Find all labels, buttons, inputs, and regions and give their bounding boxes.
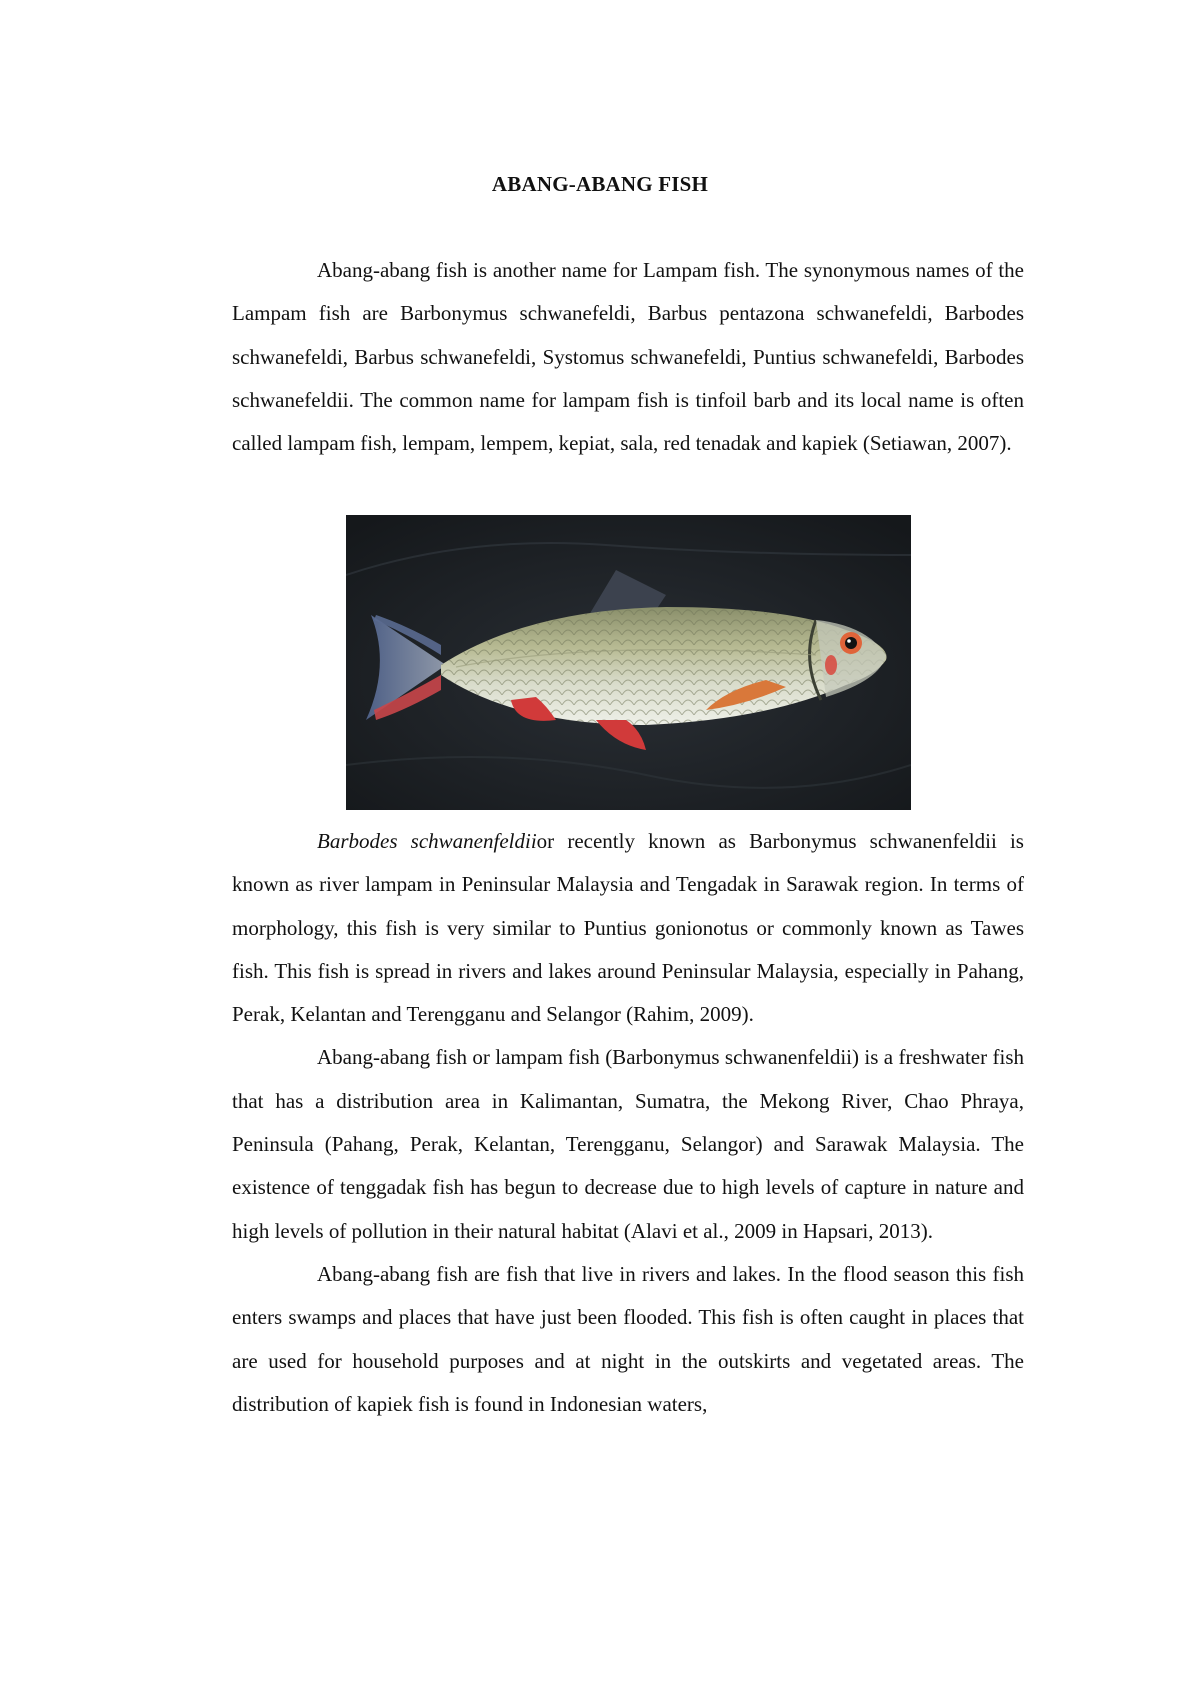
paragraph-2 (232, 820, 1024, 1036)
fish-photo (346, 515, 911, 810)
paragraph-4: Abang-abang fish are fish that live in rivers and lakes. In the flood season this fish enters swamps and places that have just been flooded. This fish is often caught in places that are used for household purposes and at night in the outskirts and vegetated areas. The distribution of kapiek fish is found in Indonesian waters, (232, 1261, 1024, 1416)
scientific-name: Barbodes schwanenfeldii (317, 829, 537, 853)
paragraph-2-text: or recently known as Barbonymus schwanenfeldii is known as river lampam in Peninsular Malaysia and Tengadak in Sarawak region. In terms of morphology, this fish is very similar to Puntius gonionotus or commonly known as Tawes fish. This fish is spread in rivers and lakes around Peninsular Malaysia, especially in Pahang, Perak, Kelantan and Terengganu and Selangor (Rahim, 2009). (232, 829, 1024, 1027)
page-title: ABANG-ABANG FISH (491, 172, 709, 196)
text-block-body (232, 820, 1024, 1426)
text-block-intro (232, 249, 1024, 465)
paragraph-1: Abang-abang fish is another name for Lampam fish. The synonymous names of the Lampam fish are Barbonymus schwanefeldi, Barbus pentazona schwanefeldi, Barbodes schwanefeldi, Barbus schwanefeldi, Systomus schwanefeldi, Puntius schwanefeldi, Barbodes schwanefeldii. The common name for lampam fish is tinfoil barb and its local name is often called lampam fish, lempam, lempem, kepiat, sala, red tenadak and kapiek (Setiawan, 2007). (232, 258, 1024, 456)
paragraph-3: Abang-abang fish or lampam fish (Barbonymus schwanenfeldii) is a freshwater fish that has a distribution area in Kalimantan, Sumatra, the Mekong River, Chao Phraya, Peninsula (Pahang, Perak, Kelantan, Terengganu, Selangor) and Sarawak Malaysia. The existence of tenggadak fish has begun to decrease due to high levels of capture in nature and high levels of pollution in their natural habitat (Alavi et al., 2009 in Hapsari, 2013). (232, 1045, 1024, 1243)
fish-illustration (346, 515, 911, 810)
